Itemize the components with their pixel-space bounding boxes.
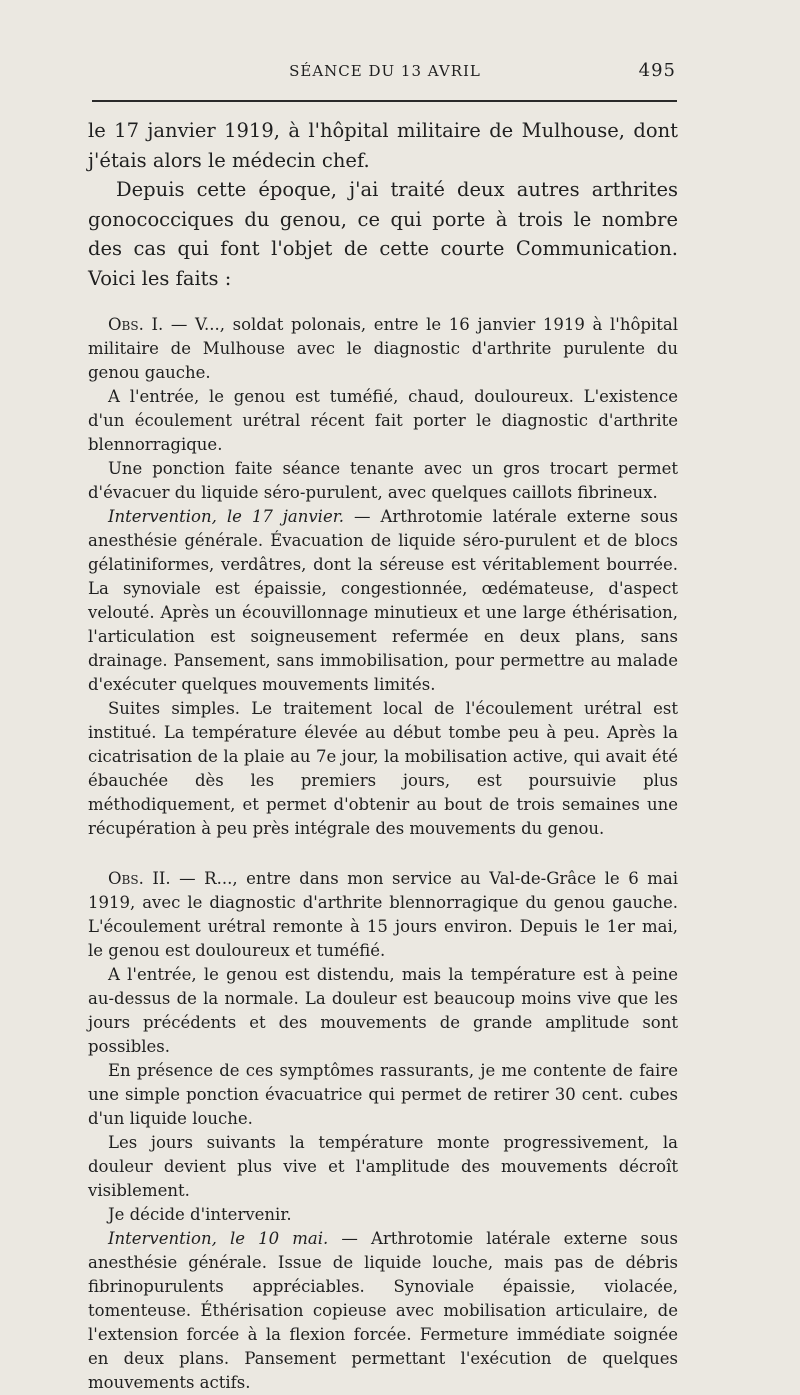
intro-paragraph-1: le 17 janvier 1919, à l'hôpital militaire de Mulhouse, dont j'étais alors le médecin chef. — [88, 119, 678, 172]
obs1-intervention-label: Intervention, le 17 janvier. — [108, 507, 345, 526]
obs2-text-6: — Arthrotomie latérale externe sous anesthésie générale. Issue de liquide louche, mais pas de débris fibrinopurulents appréciables. Synoviale épaissie, violacée, tomenteuse. Éthérisation copieuse avec mobilisation articulaire, de l'extension forcée à la flexion forcée. Fermeture immédiate soignée en deux plans. Pansement permettant l'exécution de quelques mouvements actifs. — [88, 1229, 678, 1392]
header-rule — [92, 100, 677, 102]
obs2-intervention-label: Intervention, le 10 mai. — [108, 1229, 329, 1248]
obs1-paragraph-4 — [88, 505, 678, 697]
body-text — [88, 116, 678, 1395]
intro-section — [88, 116, 678, 293]
obs2-paragraph-5: Je décide d'intervenir. — [108, 1205, 292, 1224]
obs2-paragraph-1 — [88, 867, 678, 963]
running-header — [90, 58, 680, 88]
intro-paragraph-2: Depuis cette époque, j'ai traité deux autres arthrites gonococciques du genou, ce qui porte à trois le nombre des cas qui font l'objet de cette courte Communication. Voici les faits : — [88, 178, 678, 290]
obs1-paragraph-2: A l'entrée, le genou est tuméfié, chaud, douloureux. L'existence d'un écoulement urétral récent fait porter le diagnostic d'arthrite blennorragique. — [88, 387, 678, 454]
obs1-label: Obs. I. — [108, 315, 164, 334]
obs2-paragraph-4: Les jours suivants la température monte progressivement, la douleur devient plus vive et l'amplitude des mouvements décroît visiblement. — [88, 1133, 678, 1200]
observation-2 — [88, 867, 678, 1395]
obs2-paragraph-3: En présence de ces symptômes rassurants, je me contente de faire une simple ponction évacuatrice qui permet de retirer 30 cent. cubes d'un liquide louche. — [88, 1061, 678, 1128]
obs2-label: Obs. II. — [108, 869, 171, 888]
obs1-text-4: — Arthrotomie latérale externe sous anesthésie générale. Évacuation de liquide séro-purulent et de blocs gélatiniformes, verdâtres, dont la séreuse est véritablement bourrée. La synoviale est épaissie, congestionnée, œdémateuse, d'aspect velouté. Après un écouvillonnage minutieux et une large éthérisation, l'articulation est soigneusement refermée en deux plans, sans drainage. Pansement, sans immobilisation, pour permettre au malade d'exécuter quelques mouvements limités. — [88, 507, 679, 694]
obs1-text-1: — V..., soldat polonais, entre le 16 janvier 1919 à l'hôpital militaire de Mulhouse avec le diagnostic d'arthrite purulente du genou gauche. — [88, 315, 678, 382]
obs2-paragraph-6 — [88, 1227, 678, 1395]
obs2-text-1: — R..., entre dans mon service au Val-de-Grâce le 6 mai 1919, avec le diagnostic d'arthrite blennorragique du genou gauche. L'écoulement urétral remonte à 15 jours environ. Depuis le 1er mai, le genou est douloureux et tuméfié. — [88, 869, 678, 960]
obs1-paragraph-1 — [88, 313, 678, 385]
header-title: SÉANCE DU 13 AVRIL — [289, 62, 481, 80]
observation-1 — [88, 313, 678, 841]
obs2-paragraph-2: A l'entrée, le genou est distendu, mais la température est à peine au-dessus de la normale. La douleur est beaucoup moins vive que les jours précédents et des mouvements de grande amplitude sont possibles. — [88, 965, 678, 1056]
obs1-paragraph-5: Suites simples. Le traitement local de l'écoulement urétral est institué. La température élevée au début tombe peu à peu. Après la cicatrisation de la plaie au 7e jour, la mobilisation active, qui avait été ébauchée dès les premiers jours, est poursuivie plus méthodiquement, et permet d'obtenir au bout de trois semaines une récupération à peu près intégrale des mouvements du genou. — [88, 699, 678, 838]
page-number: 495 — [638, 60, 676, 81]
obs1-paragraph-3: Une ponction faite séance tenante avec un gros trocart permet d'évacuer du liquide séro-purulent, avec quelques caillots fibrineux. — [88, 459, 678, 502]
